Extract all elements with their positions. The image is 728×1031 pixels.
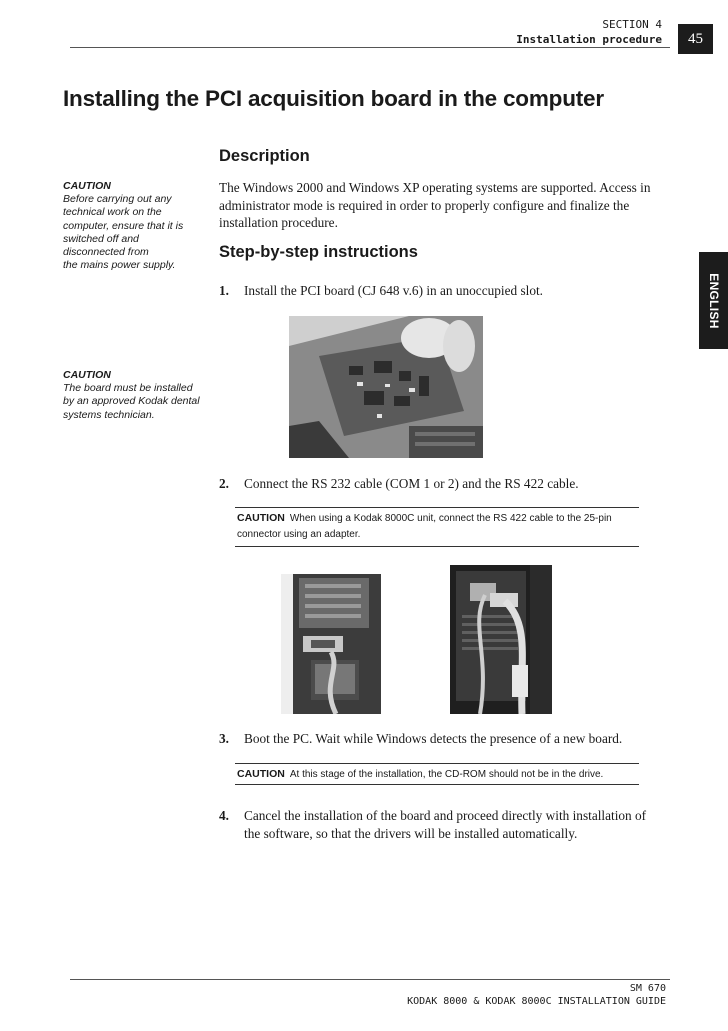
caution-adapter xyxy=(235,507,639,547)
rs232-cable-photo xyxy=(281,574,381,714)
rs232-cable-illustration xyxy=(281,574,381,714)
step-3 xyxy=(219,730,659,748)
step-4 xyxy=(219,807,659,842)
side-caution-line: the mains power supply. xyxy=(63,259,176,272)
side-caution-line: switched off and xyxy=(63,232,139,245)
side-caution-title: CAUTION xyxy=(63,369,111,381)
caution-text: When using a Kodak 8000C unit, connect the RS 422 cable to the 25-pin connector using an adapter. xyxy=(237,513,612,540)
side-caution-line: technical work on the xyxy=(63,206,162,219)
description-text: The Windows 2000 and Windows XP operating systems are supported. Access in administrator mode is required in order to properly configure and finalize the installation procedure. xyxy=(219,180,651,230)
footer-divider xyxy=(70,979,670,980)
page-number: 45 xyxy=(678,24,713,54)
step-text: Install the PCI board (CJ 648 v.6) in an unoccupied slot. xyxy=(244,283,544,298)
caution-label: CAUTION xyxy=(237,512,285,524)
side-caution-line: computer, ensure that it is xyxy=(63,219,184,232)
side-caution-line: The board must be installed xyxy=(63,382,193,395)
footer-guide-title: KODAK 8000 & KODAK 8000C INSTALLATION GUIDE xyxy=(407,996,666,1007)
step-text: Connect the RS 232 cable (COM 1 or 2) and the RS 422 cable. xyxy=(244,476,579,491)
step-1 xyxy=(219,282,659,300)
language-tab xyxy=(699,252,728,349)
caution-cdrom xyxy=(235,763,639,785)
step-number: 2. xyxy=(219,476,229,491)
section-title: Installation procedure xyxy=(516,33,662,46)
description-heading: Description xyxy=(219,147,310,165)
footer-code: SM 670 xyxy=(629,983,666,994)
step-number: 3. xyxy=(219,731,229,746)
caution-label: CAUTION xyxy=(237,768,285,780)
side-caution-line: by an approved Kodak dental xyxy=(63,395,200,408)
section-label: SECTION 4 xyxy=(602,18,662,31)
step-2 xyxy=(219,475,659,493)
pci-board-illustration xyxy=(289,316,483,458)
header-divider xyxy=(70,47,670,48)
rs422-cable-illustration xyxy=(450,565,552,714)
side-caution-title: CAUTION xyxy=(63,180,111,192)
side-caution-line: systems technician. xyxy=(63,408,155,421)
step-number: 1. xyxy=(219,283,229,298)
step-number: 4. xyxy=(219,808,229,823)
pci-board-photo xyxy=(289,316,483,458)
side-caution-technician xyxy=(63,369,213,422)
side-caution-line: disconnected from xyxy=(63,246,149,259)
side-caution-line: Before carrying out any xyxy=(63,193,172,206)
steps-heading: Step-by-step instructions xyxy=(219,243,418,261)
side-caution-power xyxy=(63,180,213,272)
page-title: Installing the PCI acquisition board in the computer xyxy=(63,86,604,111)
caution-text: At this stage of the installation, the CD-ROM should not be in the drive. xyxy=(289,769,604,780)
step-text: Cancel the installation of the board and proceed directly with installation of the software, so that the drivers will be installed automatically. xyxy=(244,808,647,841)
step-text: Boot the PC. Wait while Windows detects the presence of a new board. xyxy=(244,731,623,746)
rs422-cable-photo xyxy=(450,565,552,714)
language-tab-label: ENGLISH xyxy=(706,272,721,329)
